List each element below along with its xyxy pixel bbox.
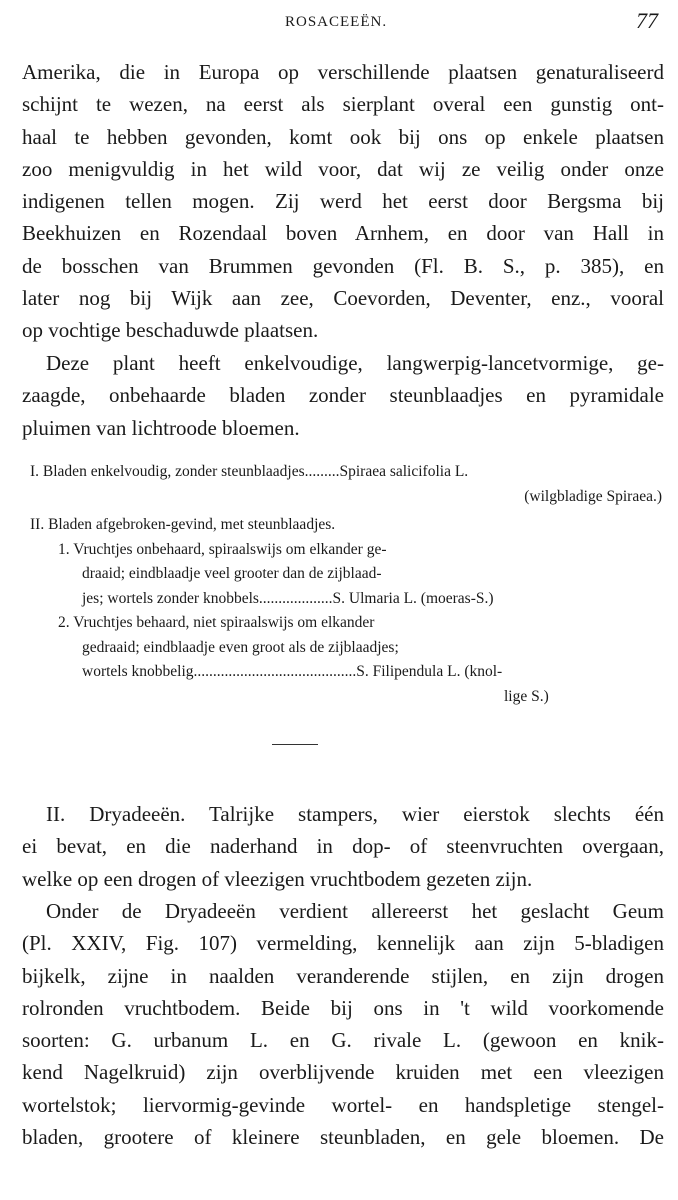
text-line: Amerika, die in Europa op verschillende plaatsen genaturaliseerd: [22, 60, 664, 84]
text-line: indigenen tellen mogen. Zij werd het eerst door Bergsma bij: [22, 189, 664, 214]
key-row: II. Bladen afgebroken-gevind, met steunblaadjes.: [30, 516, 336, 533]
text-line: Deze plant heeft enkelvoudige, langwerpig-lancetvormige, ge-: [46, 351, 664, 375]
section-divider: [272, 744, 318, 745]
text-line: de bosschen van Brummen gevonden (Fl. B. S., p. 385), en: [22, 253, 664, 278]
text-line: welke op een drogen of vleezigen vruchtbodem gezeten zijn.: [22, 866, 533, 891]
key-row: draaid; eindblaadje veel grooter dan de zijblaad-: [82, 565, 382, 582]
text-line: (Pl. XXIV, Fig. 107) vermelding, kennelijk aan zijn 5-bladigen: [22, 931, 664, 956]
running-title: ROSACEEËN.: [285, 14, 388, 30]
text-line: Onder de Dryadeeën verdient allereerst het geslacht Geum: [46, 899, 664, 923]
text-line: pluimen van lichtroode bloemen.: [22, 415, 300, 440]
identification-key: [30, 460, 662, 709]
key-row: lige S.): [504, 687, 549, 705]
text-line: Beekhuizen en Rozendaal boven Arnhem, en door van Hall in: [22, 221, 664, 246]
paragraph-deze-plant: [22, 347, 664, 444]
text-line: zaagde, onbehaarde bladen zonder steunblaadjes en pyramidale: [22, 383, 664, 408]
key-row: gedraaid; eindblaadje even groot als de zijblaadjes;: [82, 638, 399, 656]
text-line: later nog bij Wijk aan zee, Coevorden, Deventer, enz., vooral: [22, 286, 664, 311]
text-line: schijnt te wezen, na eerst als sierplant overal een gunstig ont-: [22, 92, 664, 117]
text-line: ei bevat, en die naderhand in dop- of steenvruchten overgaan,: [22, 834, 664, 859]
key-row: 1. Vruchtjes onbehaard, spiraalswijs om elkander ge-: [58, 540, 387, 558]
text-line: rolronden vruchtbodem. Beide bij ons in 't wild voorkomende: [22, 995, 664, 1020]
text-line: zoo menigvuldig in het wild voor, dat wij ze veilig onder onze: [22, 156, 664, 181]
text-line: bijkelk, zijne in naalden veranderende stijlen, en zijn drogen: [22, 963, 664, 988]
text-line: kend Nagelkruid) zijn overblijvende kruiden met een vleezigen: [22, 1060, 664, 1085]
text-line: II. Dryadeeën. Talrijke stampers, wier eierstok slechts één: [46, 802, 664, 826]
paragraph-amerika: [22, 56, 664, 347]
text-line: soorten: G. urbanum L. en G. rivale L. (gewoon en knik-: [22, 1028, 664, 1053]
key-row: (wilgbladige Spiraea.): [524, 487, 662, 505]
paragraph-geum: [22, 895, 664, 1153]
text-line: op vochtige beschaduwde plaatsen.: [22, 318, 319, 343]
page-header: [0, 8, 678, 36]
key-row: wortels knobbelig..........................................S. Filipendula L. (knol-: [82, 663, 503, 680]
text-line: bladen, grootere of kleinere steunbladen, en gele bloemen. De: [22, 1125, 664, 1150]
text-line: haal te hebben gevonden, komt ook bij ons op enkele plaatsen: [22, 124, 664, 149]
key-row: jes; wortels zonder knobbels...................S. Ulmaria L. (moeras-S.): [82, 589, 494, 607]
text-line: wortelstok; liervormig-gevinde wortel- en handspletige stengel-: [22, 1092, 664, 1117]
key-row: 2. Vruchtjes behaard, niet spiraalswijs om elkander: [58, 614, 375, 631]
paragraph-dryadeeen: [22, 798, 664, 895]
page-number: 77: [636, 8, 658, 33]
key-row: I. Bladen enkelvoudig, zonder steunblaadjes.........Spiraea salicifolia L.: [30, 463, 469, 480]
